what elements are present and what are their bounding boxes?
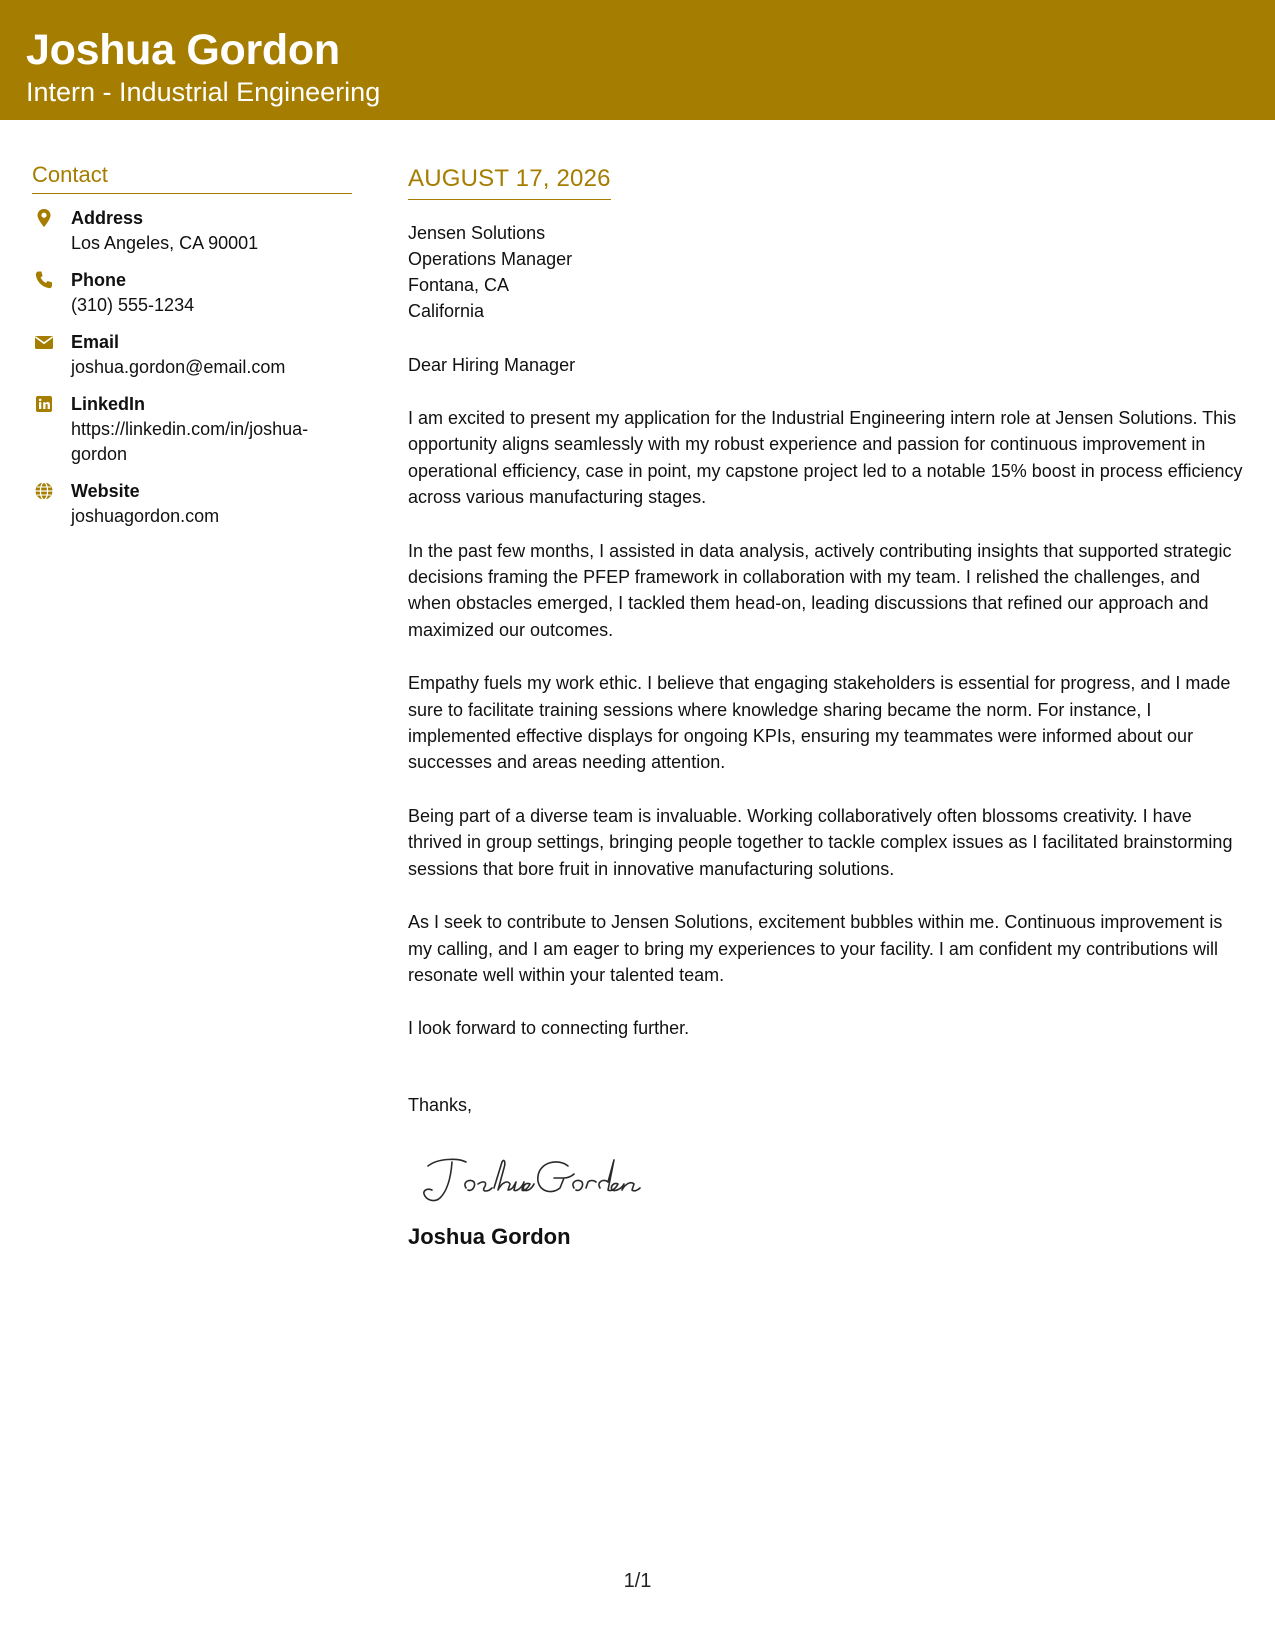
envelope-icon [34,332,54,352]
signer-name: Joshua Gordon [408,1223,571,1249]
contact-item-email [32,330,352,380]
closing: Thanks, [408,1094,473,1115]
letter-paragraph: As I seek to contribute to Jensen Solutions, excitement bubbles within me. Continuous improvement is my calling, and I am eager to bring my experiences to your facility. I am confident my contributions will resonate well within your talented team. [408,912,1223,985]
contact-item-address [32,206,352,256]
map-pin-icon [34,208,54,228]
letter-paragraph: I look forward to connecting further. [408,1018,690,1039]
contact-item-website [32,479,352,529]
phone-icon [34,270,54,290]
recipient-city: Fontana, CA [408,275,510,295]
recipient-block [408,220,1248,324]
letter-paragraph: In the past few months, I assisted in data analysis, actively contributing insights that supported strategic decisions framing the PFEP framework in collaboration with my team. I relished the challenges, and when obstacles emerged, I tackled them head-on, leading discussions that refined our approach and maximized our outcomes. [408,540,1232,640]
recipient-title: Operations Manager [408,249,573,269]
letter-paragraph: Empathy fuels my work ethic. I believe that engaging stakeholders is essential for progress, and I made sure to facilitate training sessions where knowledge sharing became the norm. For instance, I implemented effective displays for ongoing KPIs, ensuring my teammates were informed about our successes and areas needing attention. [408,673,1231,773]
linkedin-label: LinkedIn [71,394,146,414]
linkedin-icon [34,394,54,414]
applicant-name: Joshua Gordon [26,26,340,74]
letter-paragraph: Being part of a diverse team is invaluable. Working collaboratively often blossoms creativity. I have thrived in group settings, bringing people together to tackle complex issues as I facilitated brainstorming sessions that bore fruit in innovative manufacturing solutions. [408,805,1233,879]
linkedin-value[interactable]: https://linkedin.com/in/joshua-gordon [71,419,309,464]
website-label: Website [71,481,140,501]
contact-item-phone [32,268,352,318]
phone-value: (310) 555-1234 [71,295,195,315]
salutation: Dear Hiring Manager [408,355,576,375]
email-value[interactable]: joshua.gordon@email.com [71,357,286,377]
letter-body [408,165,1248,1250]
contact-item-linkedin [32,392,352,467]
recipient-company: Jensen Solutions [408,223,546,243]
email-label: Email [71,332,120,352]
address-value: Los Angeles, CA 90001 [71,233,259,253]
website-value[interactable]: joshuagordon.com [71,506,220,526]
contact-list [32,206,352,529]
recipient-state: California [408,301,485,321]
phone-label: Phone [71,270,127,290]
page-number: 1/1 [623,1570,652,1592]
letter-paragraph: I am excited to present my application for the Industrial Engineering intern role at Jensen Solutions. This opportunity aligns seamlessly with my robust experience and passion for continuous improvement in operational efficiency, case in point, my capstone project led to a notable 15% boost in process efficiency across various manufacturing stages. [408,408,1243,508]
contact-section-title: Contact [32,162,352,194]
header-banner [0,0,1275,120]
contact-sidebar [32,162,352,541]
address-label: Address [71,208,144,228]
letter-date: AUGUST 17, 2026 [408,165,611,200]
applicant-role: Intern - Industrial Engineering [26,77,381,107]
handwritten-signature [418,1148,678,1208]
globe-icon [34,481,54,501]
